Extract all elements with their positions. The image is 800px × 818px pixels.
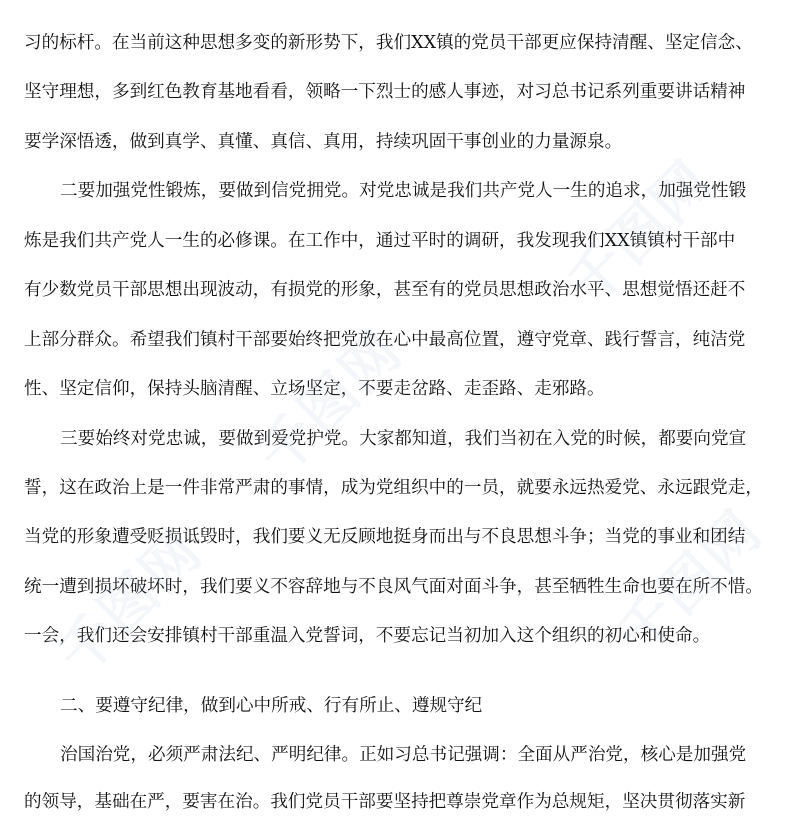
- text-line-16: 的领导，基础在严，要害在治。我们党员干部要坚持把尊崇党章作为总规矩，坚决贯彻落实新: [24, 792, 746, 812]
- watermark-text: 千图网: [45, 518, 215, 688]
- text-line-13: 一会，我们还会安排镇村干部重温入党誓词，不要忘记当初加入这个组织的初心和使命。: [24, 626, 711, 646]
- text-line-8: 性、坚定信仰，保持头脑清醒、立场坚定，不要走岔路、走歪路、走邪路。: [24, 379, 605, 399]
- text-line-10: 誓，这在政治上是一件非常严肃的事情，成为党组织中的一员，就要永远热爱党、永远跟党走，: [24, 478, 763, 498]
- section-heading: 二、要遵守纪律，做到心中所戒、行有所止、遵规守纪: [60, 696, 483, 716]
- text-line-2: 坚守理想，多到红色教育基地看看，领略一下烈士的感人事迹，对习总书记系列重要讲话精神: [24, 82, 746, 102]
- watermark-text: 千图网: [605, 498, 775, 668]
- text-line-5: 炼是我们共产党人一生的必修课。在工作中，通过平时的调研，我发现我们XX镇镇村干部中: [24, 231, 736, 251]
- watermark-text: 千图网: [245, 318, 415, 488]
- text-line-6: 有少数党员干部思想出现波动，有损党的形象，甚至有的党员思想政治水平、思想觉悟还赶不: [24, 280, 746, 300]
- text-line-9: 三要始终对党忠诚，要做到爱党护党。大家都知道，我们当初在入党的时候，都要向党宣: [60, 429, 747, 449]
- watermark-text: 千图网: [555, 148, 725, 318]
- text-line-7: 上部分群众。希望我们镇村干部要始终把党放在心中最高位置，遵守党章、践行誓言，纯洁党: [24, 330, 746, 350]
- text-line-11: 当党的形象遭受贬损诋毁时，我们要义无反顾地挺身而出与不良思想斗争；当党的事业和团结: [24, 527, 746, 547]
- text-line-12: 统一遭到损坏破坏时，我们要义不容辞地与不良风气面对面斗争，甚至牺牲生命也要在所不惜。: [24, 577, 763, 597]
- text-line-3: 要学深悟透，做到真学、真懂、真信、真用，持续巩固干事创业的力量源泉。: [24, 132, 623, 152]
- text-line-1: 习的标杆。在当前这种思想多变的新形势下，我们XX镇的党员干部更应保持清醒、坚定信念、: [24, 33, 753, 53]
- text-line-15: 治国治党，必须严肃法纪、严明纪律。正如习总书记强调：全面从严治党，核心是加强党: [60, 745, 747, 765]
- text-line-4: 二要加强党性锻炼，要做到信党拥党。对党忠诚是我们共产党人一生的追求，加强党性锻: [60, 181, 747, 201]
